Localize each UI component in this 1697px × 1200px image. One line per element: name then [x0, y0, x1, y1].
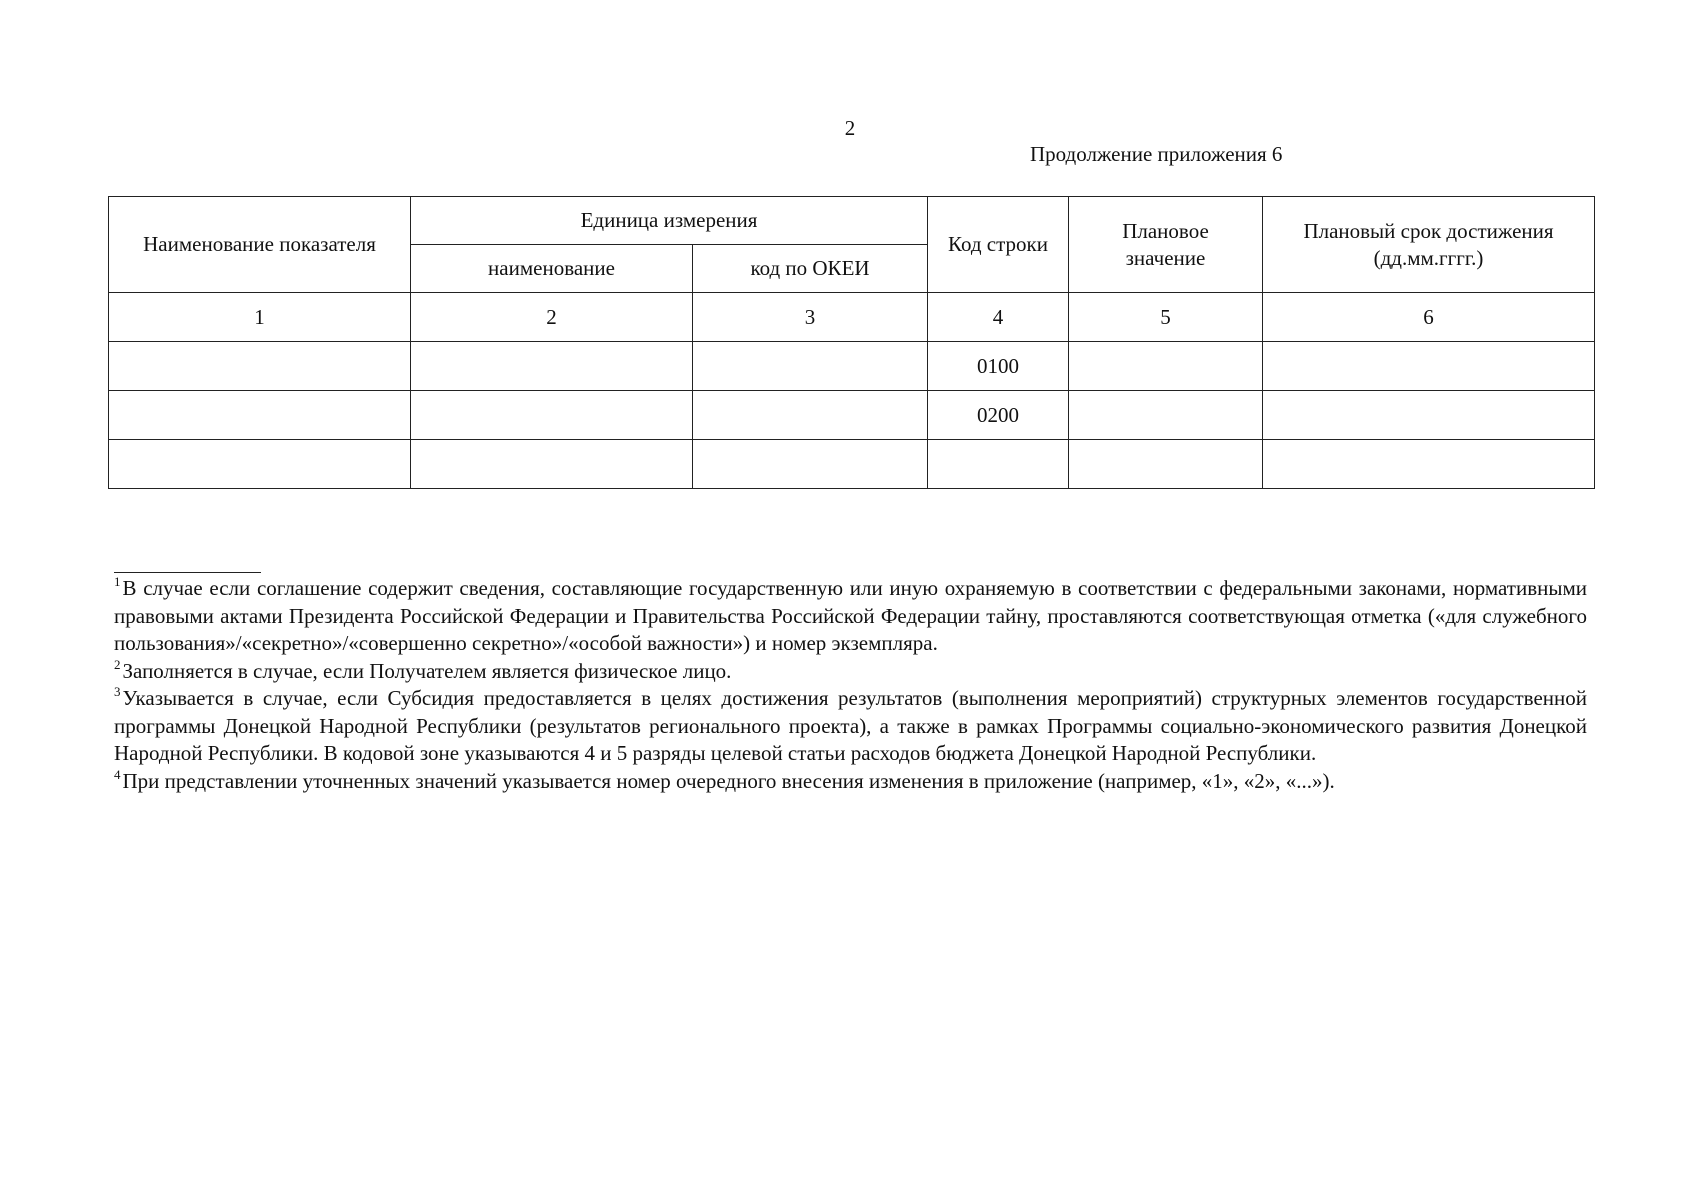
header-unit-group: Единица измерения [411, 197, 928, 245]
column-number: 5 [1069, 293, 1263, 342]
header-row-code: Код строки [928, 197, 1069, 293]
header-unit-okei: код по ОКЕИ [693, 245, 928, 293]
footnote-mark: 1 [114, 574, 121, 589]
column-numbers-row [109, 293, 1595, 342]
table-cell [693, 391, 928, 440]
table-cell [1263, 440, 1595, 489]
row-code-cell: 0100 [928, 342, 1069, 391]
column-number: 2 [411, 293, 693, 342]
row-code-cell: 0200 [928, 391, 1069, 440]
table-cell [411, 391, 693, 440]
footnote-text: Указывается в случае, если Субсидия предоставляется в целях достижения результатов (выполнения мероприятий) структурных элементов государственной программы Донецкой Народной Республики (результатов регионального проекта), а также в рамках Программы социально-экономического развития Донецкой Народной Республики. В кодовой зоне указываются 4 и 5 разряды целевой статьи расходов бюджета Донецкой Народной Республики. [114, 686, 1587, 765]
table-cell [109, 391, 411, 440]
page-number: 2 [844, 116, 856, 140]
footnote-mark: 4 [114, 766, 121, 782]
header-unit-name: наименование [411, 245, 693, 293]
footnote-mark: 3 [114, 684, 121, 699]
table-cell [411, 342, 693, 391]
table-cell [1069, 391, 1263, 440]
header-planned-value: Плановое значение [1069, 197, 1263, 293]
footnote-text: Заполняется в случае, если Получателем является физическое лицо. [122, 658, 732, 683]
table-cell [1069, 342, 1263, 391]
column-number: 3 [693, 293, 928, 342]
table-cell [411, 440, 693, 489]
table-row [109, 342, 1595, 391]
footnote [114, 768, 1587, 796]
footnote [114, 685, 1587, 768]
column-number: 6 [1263, 293, 1595, 342]
header-planned-deadline: Плановый срок достижения (дд.мм.гггг.) [1263, 197, 1595, 293]
table-cell [1069, 440, 1263, 489]
footnote-mark: 2 [114, 656, 121, 672]
footnote-text: В случае если соглашение содержит сведения, составляющие государственную или иную охраняемую в соответствии с федеральными законами, нормативными правовыми актами Президента Российской Федерации и Правительства Российской Федерации тайну, проставляются соответствующая отметка («для служебного пользования»/«секретно»/«совершенно секретно»/«особой важности») и номер экземпляра. [114, 576, 1587, 655]
column-number: 4 [928, 293, 1069, 342]
table-cell [693, 440, 928, 489]
row-code-cell [928, 440, 1069, 489]
table-cell [109, 342, 411, 391]
table-cell [109, 440, 411, 489]
table-cell [1263, 342, 1595, 391]
table-row [109, 440, 1595, 489]
table-header-row [109, 197, 1595, 245]
table-row [109, 391, 1595, 440]
table-cell [693, 342, 928, 391]
indicators-table [108, 196, 1595, 489]
footnote-separator [114, 572, 261, 573]
footnotes [114, 572, 1587, 795]
column-number: 1 [109, 293, 411, 342]
table-cell [1263, 391, 1595, 440]
footnote [114, 575, 1587, 658]
header-indicator-name: Наименование показателя [109, 197, 411, 293]
footnote [114, 658, 1587, 686]
footnote-text: При представлении уточненных значений указывается номер очередного внесения изменения в приложение (например, «1», «2», «...»). [122, 768, 1335, 793]
appendix-continuation-label: Продолжение приложения 6 [1030, 142, 1283, 166]
